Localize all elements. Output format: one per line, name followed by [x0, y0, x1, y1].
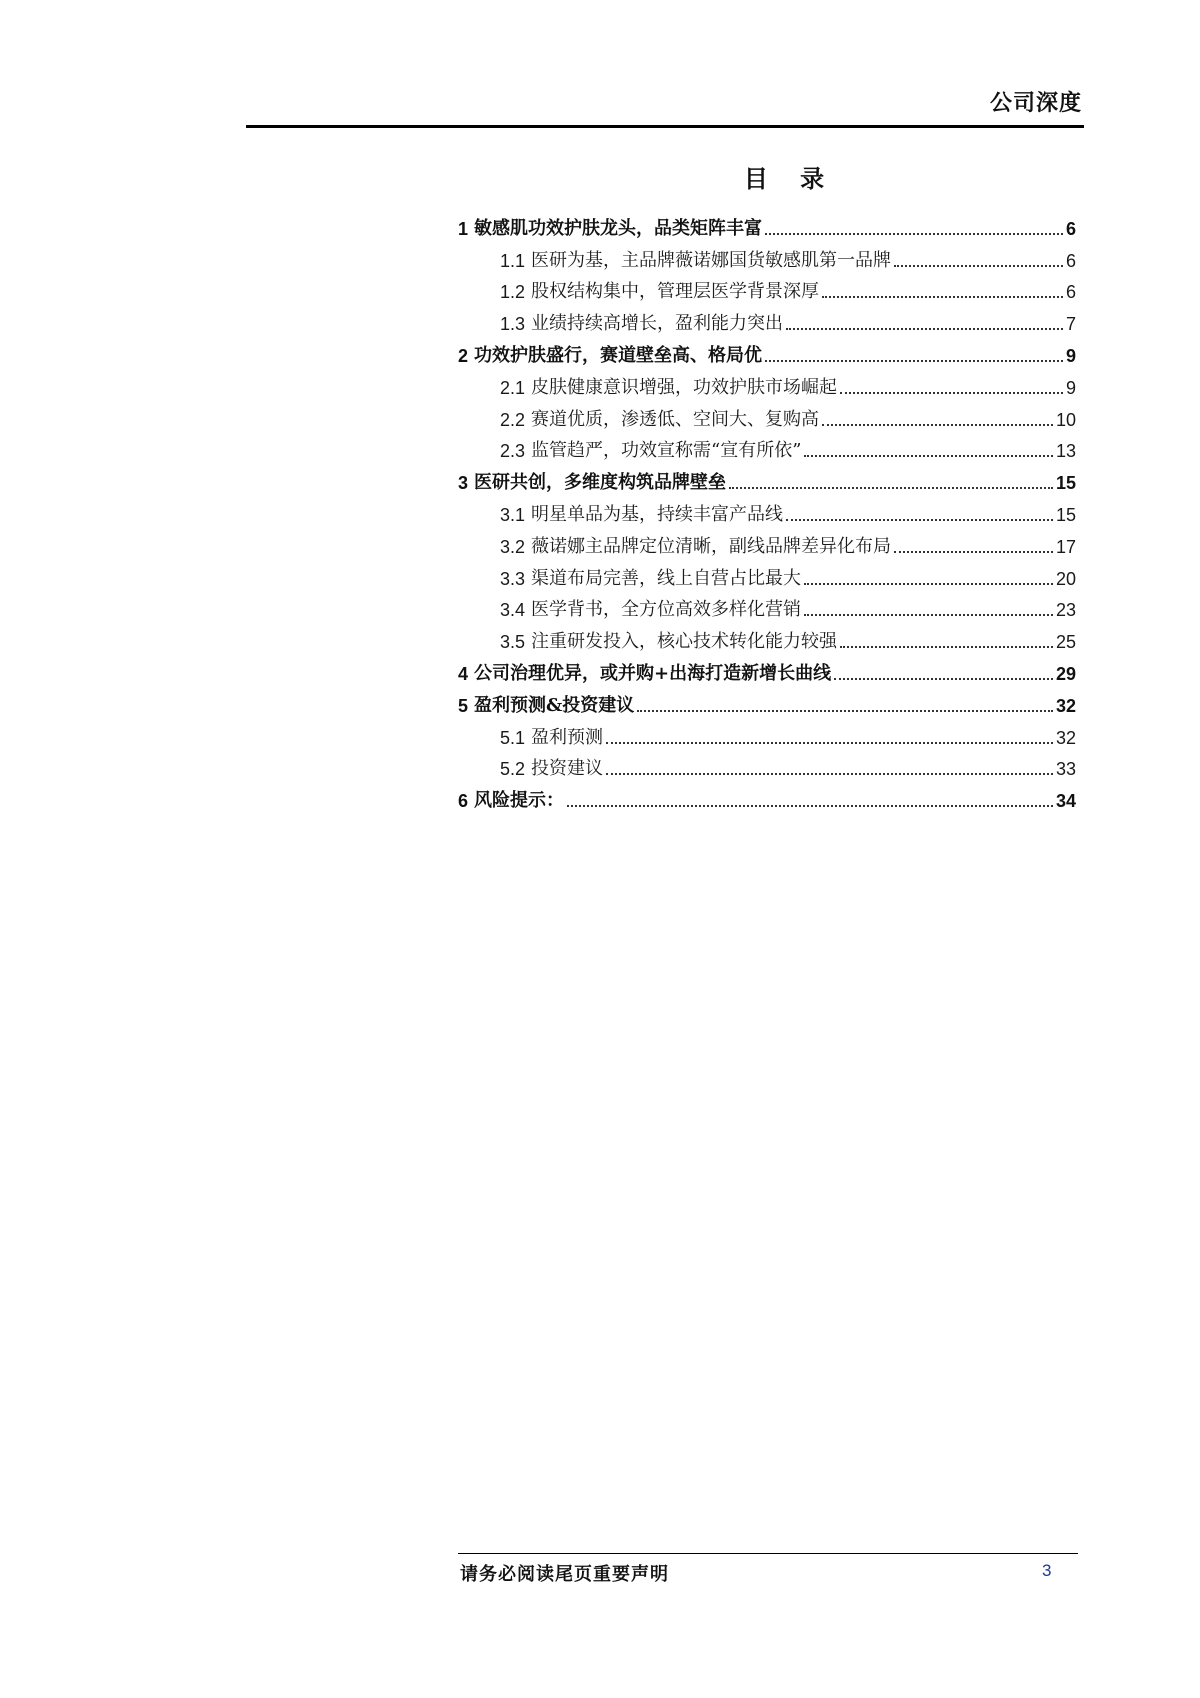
toc-title: 目 录 — [743, 164, 837, 193]
toc-section-entry[interactable] — [458, 335, 1076, 367]
toc-entry-page: 25 — [1055, 632, 1076, 653]
toc-subsection-entry[interactable] — [458, 240, 1076, 272]
toc-entry-title: 敏感肌功效护肤龙头，品类矩阵丰富 — [474, 217, 763, 239]
toc-subsection-entry[interactable] — [458, 399, 1076, 431]
toc-entry-page: 29 — [1055, 663, 1076, 684]
toc-subsection-entry[interactable] — [458, 717, 1076, 749]
toc-section-entry[interactable] — [458, 462, 1076, 494]
toc-entry-page: 6 — [1065, 250, 1076, 271]
toc-entry-title: 风险提示： — [474, 790, 565, 812]
toc-dot-leader — [840, 646, 1053, 648]
toc-entry-title: 医学背书，全方位高效多样化营销 — [531, 599, 802, 621]
toc-entry-page: 15 — [1055, 504, 1076, 525]
toc-dot-leader — [804, 583, 1053, 585]
toc-entry-number: 5.2 — [500, 759, 526, 780]
toc-subsection-entry[interactable] — [458, 590, 1076, 622]
toc-entry-number: 3.5 — [500, 632, 526, 653]
toc-entry-title: 医研共创，多维度构筑品牌壁垒 — [474, 472, 727, 494]
toc-entry-page: 15 — [1055, 473, 1076, 494]
toc-dot-leader — [567, 805, 1053, 807]
toc-entry-number: 3.4 — [500, 600, 526, 621]
toc-subsection-entry[interactable] — [458, 558, 1076, 590]
toc-entry-title: 监管趋严，功效宣称需“宣有所依” — [531, 440, 802, 462]
toc-section-entry[interactable] — [458, 685, 1076, 717]
toc-dot-leader — [822, 424, 1053, 426]
toc-subsection-entry[interactable] — [458, 303, 1076, 335]
toc-entry-title: 投资建议 — [531, 758, 604, 780]
toc-entry-number: 1.1 — [500, 250, 526, 271]
toc-subsection-entry[interactable] — [458, 431, 1076, 463]
toc-entry-title: 皮肤健康意识增强，功效护肤市场崛起 — [531, 376, 838, 398]
toc-entry-number: 1 — [458, 218, 469, 239]
toc-subsection-entry[interactable] — [458, 272, 1076, 304]
toc-section-entry[interactable] — [458, 780, 1076, 812]
toc-entry-page: 9 — [1065, 345, 1076, 366]
toc-dot-leader — [637, 710, 1053, 712]
toc-entry-page: 32 — [1055, 695, 1076, 716]
toc-entry-title: 功效护肤盛行，赛道壁垒高、格局优 — [474, 344, 763, 366]
toc-entry-page: 20 — [1055, 568, 1076, 589]
page-number: 3 — [1042, 1561, 1052, 1580]
toc-entry-page: 33 — [1055, 759, 1076, 780]
toc-entry-number: 3.3 — [500, 568, 526, 589]
toc-entry-number: 2.3 — [500, 441, 526, 462]
toc-dot-leader — [786, 328, 1063, 330]
footer-divider — [458, 1553, 1078, 1554]
toc-entry-number: 6 — [458, 791, 469, 812]
header-divider — [246, 125, 1084, 128]
toc-entry-number: 5 — [458, 695, 469, 716]
toc-section-entry[interactable] — [458, 208, 1076, 240]
toc-entry-number: 3 — [458, 473, 469, 494]
toc-entry-page: 34 — [1055, 791, 1076, 812]
toc-entry-page: 6 — [1065, 282, 1076, 303]
toc-entry-title: 医研为基，主品牌薇诺娜国货敏感肌第一品牌 — [531, 249, 892, 271]
report-type-label: 公司深度 — [989, 90, 1082, 116]
toc-entry-number: 2 — [458, 345, 469, 366]
toc-subsection-entry[interactable] — [458, 621, 1076, 653]
toc-entry-number: 3.2 — [500, 536, 526, 557]
toc-entry-page: 17 — [1055, 536, 1076, 557]
toc-entry-title: 盈利预测&投资建议 — [474, 694, 635, 716]
toc-dot-leader — [894, 551, 1053, 553]
toc-entry-title: 公司治理优异，或并购+出海打造新增长曲线 — [474, 662, 832, 684]
toc-dot-leader — [822, 296, 1063, 298]
toc-subsection-entry[interactable] — [458, 367, 1076, 399]
toc-entry-number: 1.2 — [500, 282, 526, 303]
toc-subsection-entry[interactable] — [458, 526, 1076, 558]
toc-dot-leader — [804, 614, 1053, 616]
toc-dot-leader — [606, 773, 1053, 775]
toc-subsection-entry[interactable] — [458, 749, 1076, 781]
table-of-contents — [458, 208, 1076, 812]
toc-entry-number: 5.1 — [500, 727, 526, 748]
toc-dot-leader — [765, 360, 1063, 362]
toc-entry-title: 明星单品为基，持续丰富产品线 — [531, 503, 784, 525]
toc-dot-leader — [765, 233, 1063, 235]
toc-entry-page: 23 — [1055, 600, 1076, 621]
toc-entry-number: 2.1 — [500, 377, 526, 398]
toc-entry-title: 薇诺娜主品牌定位清晰，副线品牌差异化布局 — [531, 535, 892, 557]
toc-dot-leader — [804, 455, 1053, 457]
toc-entry-title: 注重研发投入，核心技术转化能力较强 — [531, 631, 838, 653]
toc-dot-leader — [786, 519, 1053, 521]
toc-section-entry[interactable] — [458, 653, 1076, 685]
toc-entry-page: 10 — [1055, 409, 1076, 430]
toc-dot-leader — [729, 487, 1053, 489]
toc-entry-number: 4 — [458, 663, 469, 684]
toc-entry-number: 2.2 — [500, 409, 526, 430]
toc-dot-leader — [894, 265, 1063, 267]
toc-entry-page: 32 — [1055, 727, 1076, 748]
toc-entry-page: 6 — [1065, 218, 1076, 239]
toc-dot-leader — [840, 392, 1063, 394]
toc-entry-page: 13 — [1055, 441, 1076, 462]
toc-dot-leader — [834, 678, 1053, 680]
toc-entry-title: 业绩持续高增长，盈利能力突出 — [531, 313, 784, 335]
footer-disclaimer: 请务必阅读尾页重要声明 — [460, 1564, 669, 1585]
toc-entry-title: 渠道布局完善，线上自营占比最大 — [531, 567, 802, 589]
toc-entry-page: 9 — [1065, 377, 1076, 398]
toc-entry-number: 1.3 — [500, 314, 526, 335]
toc-entry-title: 股权结构集中，管理层医学背景深厚 — [531, 281, 820, 303]
toc-entry-page: 7 — [1065, 314, 1076, 335]
toc-entry-title: 盈利预测 — [531, 726, 604, 748]
toc-entry-title: 赛道优质，渗透低、空间大、复购高 — [531, 408, 820, 430]
toc-subsection-entry[interactable] — [458, 494, 1076, 526]
toc-dot-leader — [606, 742, 1053, 744]
toc-entry-number: 3.1 — [500, 504, 526, 525]
